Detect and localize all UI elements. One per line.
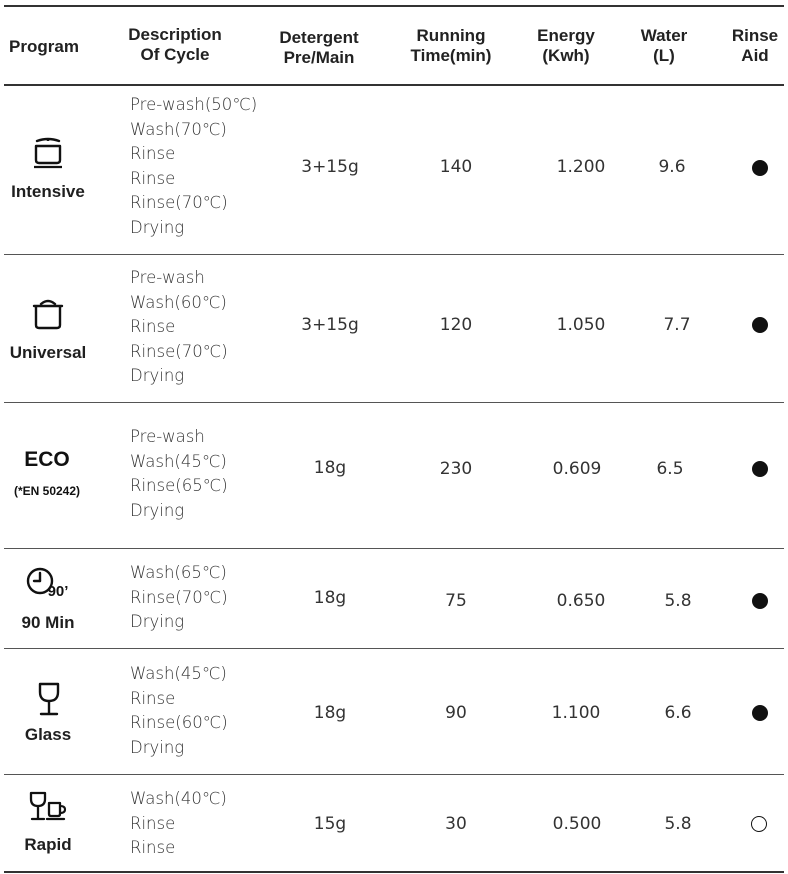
header-energy: Energy (Kwh) (537, 26, 595, 65)
cycle-description: Wash(40℃) Rinse Rinse (130, 789, 227, 858)
program-name: Rapid (24, 835, 72, 854)
rinse-aid-filled-dot (752, 705, 768, 721)
program-name: Intensive (11, 182, 85, 201)
detergent-value: 18g (313, 588, 347, 608)
row-divider (4, 648, 784, 649)
water-value: 7.7 (663, 315, 691, 335)
eco-label: ECO (24, 448, 70, 471)
water-value: 6.5 (656, 459, 684, 479)
header-bottom-border (4, 84, 784, 86)
header-running-time: Running Time(min) (410, 26, 492, 65)
cycle-description: Pre-wash(50℃) Wash(70℃) Rinse Rinse Rinse(70℃) Drying (130, 95, 258, 237)
table-top-border (4, 5, 784, 7)
water-value: 5.8 (664, 591, 692, 611)
eco-standard-note: (*EN 50242) (13, 484, 81, 498)
program-name: Glass (24, 725, 72, 744)
running-time-value: 75 (445, 591, 467, 611)
cycle-description: Pre-wash Wash(60℃) Rinse Rinse(70℃) Drying (130, 268, 228, 386)
running-time-value: 140 (439, 157, 473, 177)
water-value: 9.6 (658, 157, 686, 177)
energy-value: 0.650 (556, 591, 606, 611)
running-time-value: 230 (439, 459, 473, 479)
energy-value: 0.609 (552, 459, 602, 479)
header-water: Water (L) (640, 26, 688, 65)
glass-and-cup-icon (28, 790, 68, 828)
header-description: Description Of Cycle (128, 25, 222, 64)
detergent-value: 18g (313, 703, 347, 723)
row-divider (4, 548, 784, 549)
program-name: 90 Min (21, 613, 75, 632)
row-divider (4, 254, 784, 255)
wine-glass-icon (36, 682, 62, 720)
rinse-aid-filled-dot (752, 593, 768, 609)
water-value: 5.8 (664, 814, 692, 834)
running-time-value: 30 (445, 814, 467, 834)
header-rinse-aid: Rinse Aid (731, 26, 779, 65)
rinse-aid-filled-dot (752, 461, 768, 477)
cycle-description: Wash(65℃) Rinse(70℃) Drying (130, 563, 228, 632)
energy-value: 1.100 (551, 703, 601, 723)
energy-value: 1.200 (556, 157, 606, 177)
detergent-value: 3+15g (301, 157, 359, 177)
running-time-value: 90 (445, 703, 467, 723)
pot-icon (30, 297, 66, 335)
cycle-description: Pre-wash Wash(45℃) Rinse(65℃) Drying (130, 427, 228, 520)
energy-value: 0.500 (552, 814, 602, 834)
detergent-value: 3+15g (301, 315, 359, 335)
row-divider (4, 402, 784, 403)
program-name: Universal (9, 343, 87, 362)
row-divider (4, 774, 784, 775)
header-program: Program (9, 37, 79, 56)
header-detergent: Detergent Pre/Main (279, 28, 359, 67)
rinse-aid-filled-dot (752, 317, 768, 333)
energy-value: 1.050 (556, 315, 606, 335)
clock-90-label: 90’ (47, 583, 69, 600)
cycle-description: Wash(45℃) Rinse Rinse(60℃) Drying (130, 664, 228, 757)
rinse-aid-filled-dot (752, 160, 768, 176)
rinse-aid-open-circle (751, 816, 767, 832)
pot-with-steam-icon (30, 136, 66, 174)
running-time-value: 120 (439, 315, 473, 335)
detergent-value: 18g (313, 458, 347, 478)
table-bottom-border (4, 871, 784, 873)
water-value: 6.6 (664, 703, 692, 723)
detergent-value: 15g (313, 814, 347, 834)
